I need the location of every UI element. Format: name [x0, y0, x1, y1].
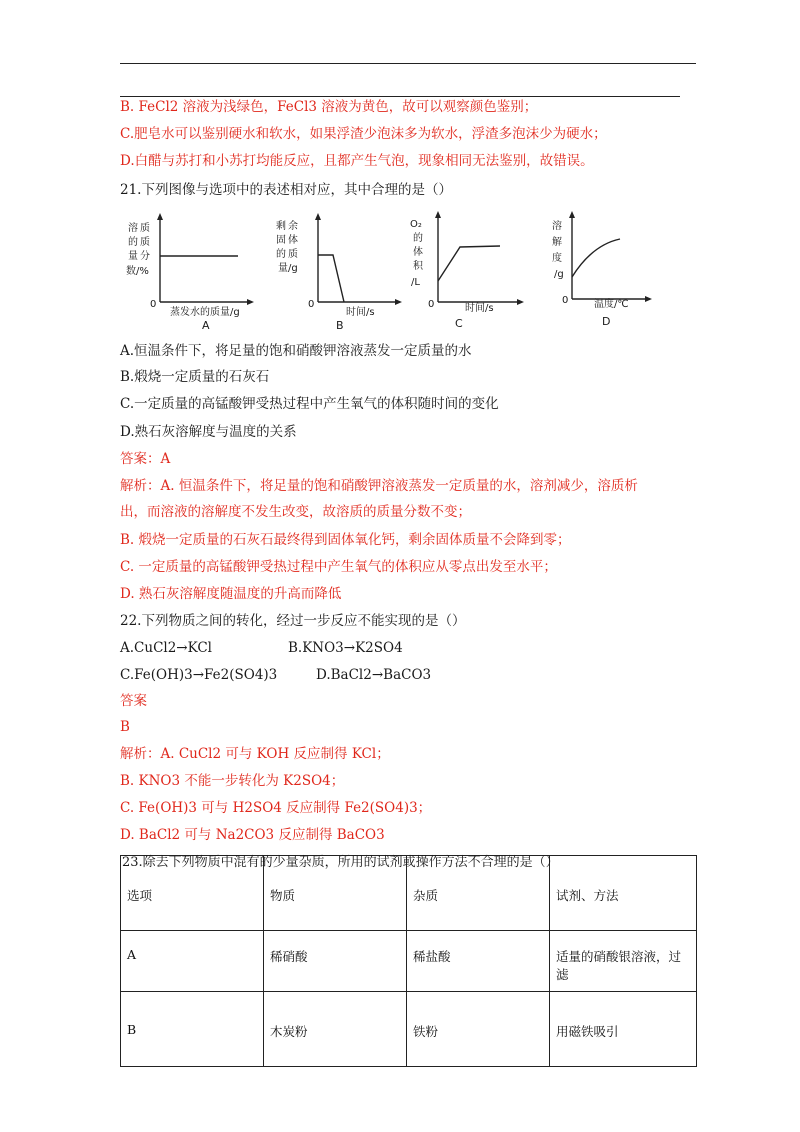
q21-explanation-c: C. 一定质量的高锰酸钾受热过程中产生氧气的体积应从零点出发至水平；	[120, 559, 557, 575]
graph-c	[410, 211, 524, 330]
q21-option-d: D.熟石灰溶解度与温度的关系	[120, 424, 297, 440]
q21-explanation-a-2: 出，而溶液的溶解度不发生改变，故溶质的质量分数不变；	[120, 504, 471, 520]
q21-explanation-d: D. 熟石灰溶解度随温度的升高而降低	[120, 586, 342, 602]
table-cell-option: A	[121, 931, 264, 992]
q22-answer: B	[120, 719, 130, 735]
graph-d-ylabel-3: 度	[552, 253, 562, 264]
graph-d	[552, 211, 652, 328]
q23-stem: 23.除去下列物质中混有的少量杂质，所用的试剂或操作方法不合理的是（）	[122, 855, 559, 870]
table-header-substance: 物质	[264, 856, 407, 931]
table-cell-impurity: 稀盐酸	[407, 931, 550, 992]
graph-d-xlabel: 温度/℃	[594, 299, 629, 310]
graph-d-caption: D	[602, 315, 611, 328]
table-cell-impurity: 铁粉	[407, 992, 550, 1067]
graph-c-line	[438, 246, 500, 281]
graph-d-ylabel-4: /g	[554, 269, 564, 280]
q22-option-b: B.KNO3→K2SO4	[288, 640, 403, 656]
table-cell-method: 适量的硝酸银溶液，过滤	[550, 931, 697, 992]
q21-option-a: A.恒温条件下，将足量的饱和硝酸钾溶液蒸发一定质量的水	[120, 343, 472, 359]
q21-figure	[120, 207, 685, 335]
graph-b-ylabel-5: 的	[276, 249, 286, 260]
graph-b-xlabel: 时间/s	[346, 307, 375, 318]
table-header-method: 试剂、方法	[550, 856, 697, 931]
graph-a-ylabel-6: 分	[140, 251, 150, 262]
q20-explanation-c: C.肥皂水可以鉴别硬水和软水，如果浮渣少泡沫多为软水，浮渣多泡沫少为硬水；	[120, 126, 607, 142]
graph-c-origin: 0	[428, 299, 435, 310]
graph-a	[126, 213, 254, 332]
q21-option-b: B.煅烧一定质量的石灰石	[120, 369, 270, 385]
graph-d-curve	[572, 239, 620, 277]
graph-a-xlabel: 蒸发水的质量/g	[170, 307, 240, 318]
top-rule	[120, 63, 696, 64]
graph-b-ylabel-1: 剩	[276, 221, 286, 232]
graph-b-caption: B	[336, 319, 344, 332]
q21-stem: 21.下列图像与选项中的表述相对应，其中合理的是（）	[120, 182, 452, 198]
table-cell-option: B	[121, 992, 264, 1067]
graph-b-ylabel-2: 余	[288, 221, 298, 232]
table-row	[121, 931, 697, 992]
graph-a-origin: 0	[150, 299, 157, 310]
graph-c-ylabel-3: 体	[413, 247, 423, 258]
second-rule	[120, 96, 680, 97]
q21-option-c: C.一定质量的高锰酸钾受热过程中产生氧气的体积随时间的变化	[120, 396, 499, 412]
table-cell-substance: 木炭粉	[264, 992, 407, 1067]
table-header-option: 选项	[121, 856, 264, 931]
graph-c-ylabel-1: O₂	[410, 219, 422, 230]
graph-b-line	[318, 255, 344, 302]
graph-c-ylabel-5: /L	[411, 277, 420, 288]
graph-b-ylabel-6: 质	[288, 249, 298, 260]
q22-answer-label: 答案	[120, 693, 147, 709]
table-header-impurity: 杂质	[407, 856, 550, 931]
graph-c-xlabel: 时间/s	[465, 303, 494, 314]
graph-b-ylabel-4: 体	[288, 235, 298, 246]
q22-option-d: D.BaCl2→BaCO3	[316, 667, 432, 683]
graph-d-ylabel-1: 溶	[552, 221, 562, 232]
table-row	[121, 992, 697, 1067]
graph-b-ylabel-7: 量/g	[278, 263, 298, 274]
graph-d-origin: 0	[562, 295, 569, 306]
graph-d-ylabel-2: 解	[552, 237, 562, 248]
q21-answer: 答案：A	[120, 451, 171, 467]
q20-explanation-b: B. FeCl2 溶液为浅绿色，FeCl3 溶液为黄色，故可以观察颜色鉴别；	[120, 99, 538, 115]
graph-b-ylabel-3: 固	[276, 235, 286, 246]
graph-a-ylabel-3: 的	[128, 237, 138, 248]
graph-c-ylabel-4: 积	[413, 261, 423, 272]
graph-b	[276, 213, 402, 332]
q21-explanation-b: B. 煅烧一定质量的石灰石最终得到固体氧化钙，剩余固体质量不会降到零；	[120, 532, 571, 548]
q22-explanation-b: B. KNO3 不能一步转化为 K2SO4；	[120, 773, 345, 789]
q20-explanation-d: D.白醋与苏打和小苏打均能反应，且都产生气泡，现象相同无法鉴别，故错误。	[120, 153, 594, 169]
graph-c-caption: C	[455, 317, 463, 330]
q22-explanation-c: C. Fe(OH)3 可与 H2SO4 反应制得 Fe2(SO4)3；	[120, 800, 432, 816]
graph-a-caption: A	[202, 319, 210, 332]
q22-explanation-d: D. BaCl2 可与 Na2CO3 反应制得 BaCO3	[120, 827, 385, 843]
graph-c-ylabel-2: 的	[413, 233, 423, 244]
table-cell-substance: 稀硝酸	[264, 931, 407, 992]
graph-a-ylabel-2: 质	[140, 223, 150, 234]
graph-a-ylabel-5: 量	[128, 251, 138, 262]
q22-explanation-a: 解析：A. CuCl2 可与 KOH 反应制得 KCl；	[120, 746, 390, 762]
graph-b-origin: 0	[308, 299, 315, 310]
q23-table	[120, 855, 697, 1067]
q22-option-a: A.CuCl2→KCl	[120, 640, 212, 656]
graph-a-ylabel-7: 数/%	[126, 266, 149, 277]
graph-a-ylabel-4: 质	[140, 237, 150, 248]
q21-explanation-a-1: 解析：A. 恒温条件下，将足量的饱和硝酸钾溶液蒸发一定质量的水，溶剂减少，溶质析	[120, 478, 638, 494]
table-cell-method: 用磁铁吸引	[550, 992, 697, 1067]
q22-option-c: C.Fe(OH)3→Fe2(SO4)3	[120, 667, 278, 683]
graph-a-ylabel-1: 溶	[128, 223, 138, 234]
q22-stem: 22.下列物质之间的转化，经过一步反应不能实现的是（）	[120, 613, 466, 629]
q21-graphs	[120, 207, 685, 335]
